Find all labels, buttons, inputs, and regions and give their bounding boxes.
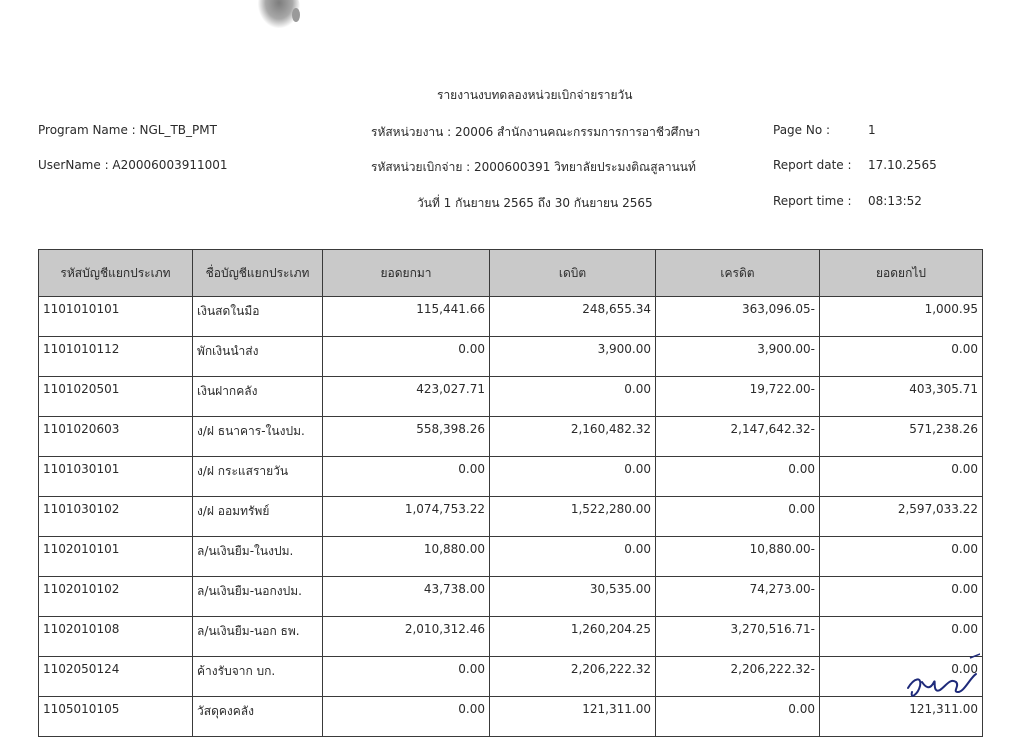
cell-account-code: 1101020501 <box>39 377 193 417</box>
table-row <box>39 337 983 377</box>
cell-credit: 0.00 <box>656 697 820 737</box>
cell-account-code: 1102010101 <box>39 537 193 577</box>
cell-brought-forward: 43,738.00 <box>323 577 490 617</box>
cell-brought-forward: 0.00 <box>323 697 490 737</box>
report-date: 17.10.2565 <box>868 158 937 172</box>
cell-carried-forward: 1,000.95 <box>820 297 983 337</box>
cell-account-code: 1105010105 <box>39 697 193 737</box>
cell-brought-forward: 423,027.71 <box>323 377 490 417</box>
table-row <box>39 497 983 537</box>
header-account-name: ชื่อบัญชีแยกประเภท <box>193 250 323 297</box>
table-row <box>39 657 983 697</box>
cell-account-code: 1102050124 <box>39 657 193 697</box>
cell-brought-forward: 558,398.26 <box>323 417 490 457</box>
cell-account-name: เงินสดในมือ <box>193 297 323 337</box>
cell-account-name: ง/ฝ ธนาคาร-ในงปม. <box>193 417 323 457</box>
cell-credit: 10,880.00- <box>656 537 820 577</box>
username: UserName : A20006003911001 <box>38 158 228 172</box>
cell-debit: 0.00 <box>490 537 656 577</box>
cell-brought-forward: 2,010,312.46 <box>323 617 490 657</box>
page-label: Page No : <box>773 123 831 137</box>
cell-credit: 74,273.00- <box>656 577 820 617</box>
table-row <box>39 697 983 737</box>
cell-debit: 1,522,280.00 <box>490 497 656 537</box>
report-title: รายงานงบทดลองหน่วยเบิกจ่ายรายวัน <box>437 88 633 102</box>
cell-brought-forward: 0.00 <box>323 457 490 497</box>
agency-code: รหัสหน่วยงาน : 20006 สำนักงานคณะกรรมการการอาชีวศึกษา <box>371 125 701 139</box>
cell-debit: 1,260,204.25 <box>490 617 656 657</box>
header-carried-forward: ยอดยกไป <box>820 250 983 297</box>
report-date-label: Report date : <box>773 158 852 172</box>
cell-debit: 0.00 <box>490 457 656 497</box>
cell-credit: 19,722.00- <box>656 377 820 417</box>
ink-drip <box>292 8 300 22</box>
program-name: Program Name : NGL_TB_PMT <box>38 123 217 137</box>
cell-account-code: 1101030101 <box>39 457 193 497</box>
cell-credit: 2,206,222.32- <box>656 657 820 697</box>
cell-credit: 3,900.00- <box>656 337 820 377</box>
page-number: 1 <box>868 123 876 137</box>
table-row <box>39 377 983 417</box>
cell-brought-forward: 0.00 <box>323 337 490 377</box>
cell-account-name: ง/ฝ กระแสรายวัน <box>193 457 323 497</box>
cell-account-code: 1101020603 <box>39 417 193 457</box>
cell-account-name: ล/นเงินยืม-ในงปม. <box>193 537 323 577</box>
cell-debit: 248,655.34 <box>490 297 656 337</box>
cell-carried-forward: 2,597,033.22 <box>820 497 983 537</box>
cell-credit: 3,270,516.71- <box>656 617 820 657</box>
signature-mark <box>900 648 980 708</box>
cell-account-name: ล/นเงินยืม-นอก ธพ. <box>193 617 323 657</box>
table-row <box>39 537 983 577</box>
table-row <box>39 457 983 497</box>
cell-carried-forward: 0.00 <box>820 457 983 497</box>
cell-brought-forward: 0.00 <box>323 657 490 697</box>
header-credit: เครดิต <box>656 250 820 297</box>
cell-account-name: ล/นเงินยืม-นอกงปม. <box>193 577 323 617</box>
cell-credit: 2,147,642.32- <box>656 417 820 457</box>
cell-debit: 30,535.00 <box>490 577 656 617</box>
cell-account-name: วัสดุคงคลัง <box>193 697 323 737</box>
report-time-label: Report time : <box>773 194 852 208</box>
cell-carried-forward: 0.00 <box>820 577 983 617</box>
cell-credit: 0.00 <box>656 497 820 537</box>
cell-carried-forward: 0.00 <box>820 537 983 577</box>
cell-account-name: ค้างรับจาก บก. <box>193 657 323 697</box>
report-period: วันที่ 1 กันยายน 2565 ถึง 30 กันยายน 2565 <box>417 196 653 210</box>
cell-carried-forward: 121,311.00 <box>820 697 983 737</box>
table-row <box>39 417 983 457</box>
cell-debit: 3,900.00 <box>490 337 656 377</box>
report-time: 08:13:52 <box>868 194 922 208</box>
header-account-code: รหัสบัญชีแยกประเภท <box>39 250 193 297</box>
table-row <box>39 577 983 617</box>
disbursing-unit: รหัสหน่วยเบิกจ่าย : 2000600391 วิทยาลัยประมงติณสูลานนท์ <box>371 160 696 174</box>
cell-carried-forward: 571,238.26 <box>820 417 983 457</box>
cell-account-name: พักเงินนำส่ง <box>193 337 323 377</box>
cell-carried-forward: 0.00 <box>820 617 983 657</box>
cell-debit: 2,206,222.32 <box>490 657 656 697</box>
cell-brought-forward: 1,074,753.22 <box>323 497 490 537</box>
cell-debit: 121,311.00 <box>490 697 656 737</box>
cell-account-code: 1101030102 <box>39 497 193 537</box>
trial-balance-table <box>38 249 983 737</box>
cell-brought-forward: 10,880.00 <box>323 537 490 577</box>
cell-account-code: 1101010112 <box>39 337 193 377</box>
cell-carried-forward: 0.00 <box>820 337 983 377</box>
header-brought-forward: ยอดยกมา <box>323 250 490 297</box>
cell-brought-forward: 115,441.66 <box>323 297 490 337</box>
cell-account-code: 1102010108 <box>39 617 193 657</box>
cell-carried-forward: 0.00 <box>820 657 983 697</box>
table-header-row <box>39 250 983 297</box>
cell-account-name: เงินฝากคลัง <box>193 377 323 417</box>
cell-account-code: 1101010101 <box>39 297 193 337</box>
cell-account-code: 1102010102 <box>39 577 193 617</box>
cell-credit: 0.00 <box>656 457 820 497</box>
cell-account-name: ง/ฝ ออมทรัพย์ <box>193 497 323 537</box>
table-row <box>39 617 983 657</box>
cell-carried-forward: 403,305.71 <box>820 377 983 417</box>
header-debit: เดบิต <box>490 250 656 297</box>
cell-debit: 0.00 <box>490 377 656 417</box>
table-row <box>39 297 983 337</box>
cell-debit: 2,160,482.32 <box>490 417 656 457</box>
cell-credit: 363,096.05- <box>656 297 820 337</box>
